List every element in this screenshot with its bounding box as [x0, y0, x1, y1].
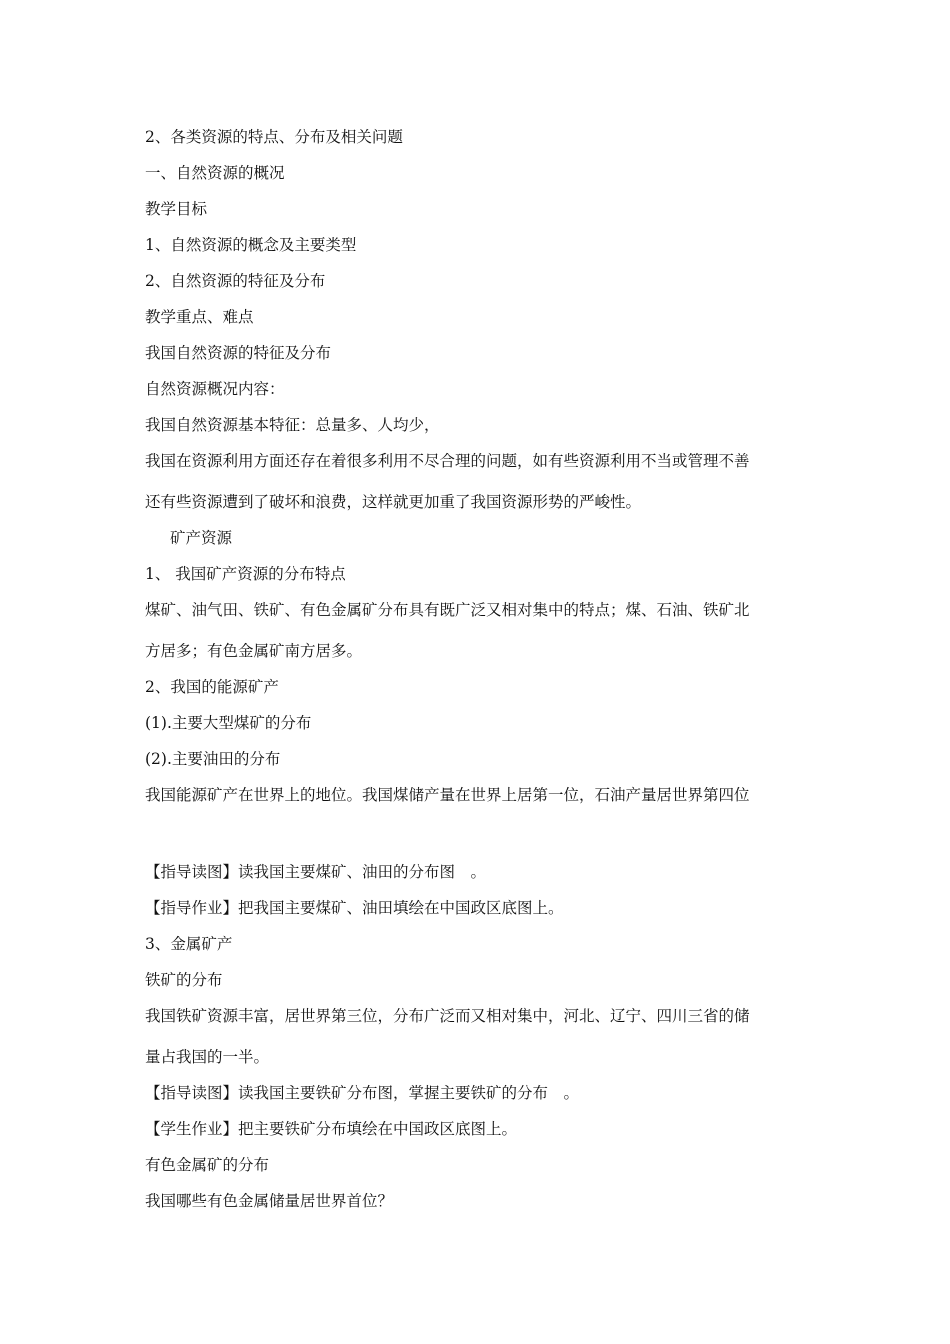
- list-item: 1、 我国矿产资源的分布特点: [145, 565, 346, 583]
- goal-item: 2、自然资源的特征及分布: [145, 272, 326, 290]
- paragraph: 我国能源矿产在世界上的地位。我国煤储产量在世界上居第一位，石油产量居世界第四位: [145, 786, 750, 804]
- subheading-mineral-resources: 矿产资源: [170, 529, 233, 547]
- subheading-nonferrous: 有色金属矿的分布: [145, 1156, 270, 1174]
- list-item: (2).主要油田的分布: [145, 750, 281, 768]
- list-item: 3、金属矿产: [145, 935, 233, 953]
- paragraph: 我国在资源利用方面还存在着很多利用不尽合理的问题，如有些资源利用不当或管理不善: [145, 452, 750, 470]
- question: 我国哪些有色金属储量居世界首位？: [145, 1192, 394, 1210]
- paragraph: 自然资源概况内容：: [145, 380, 285, 398]
- chapter-heading: 一、自然资源的概况: [145, 164, 285, 182]
- guide-note: 【指导读图】读我国主要铁矿分布图，掌握主要铁矿的分布 。: [145, 1084, 580, 1102]
- paragraph: 我国自然资源的特征及分布: [145, 344, 332, 362]
- paragraph: 我国自然资源基本特征：总量多、人均少，: [145, 416, 440, 434]
- guide-note: 【学生作业】把主要铁矿分布填绘在中国政区底图上。: [145, 1120, 518, 1138]
- subheading-key-points: 教学重点、难点: [145, 308, 254, 326]
- paragraph: 量占我国的一半。: [145, 1048, 270, 1066]
- paragraph: 我国铁矿资源丰富，居世界第三位，分布广泛而又相对集中，河北、辽宁、四川三省的储: [145, 1007, 750, 1025]
- paragraph: 煤矿、油气田、铁矿、有色金属矿分布具有既广泛又相对集中的特点；煤、石油、铁矿北: [145, 601, 750, 619]
- goal-item: 1、自然资源的概念及主要类型: [145, 236, 357, 254]
- subheading-teaching-goals: 教学目标: [145, 200, 208, 218]
- subheading-iron-ore: 铁矿的分布: [145, 971, 223, 989]
- list-item: 2、我国的能源矿产: [145, 678, 279, 696]
- section-title: 2、各类资源的特点、分布及相关问题: [145, 128, 403, 146]
- paragraph: 还有些资源遭到了破坏和浪费，这样就更加重了我国资源形势的严峻性。: [145, 493, 642, 511]
- list-item: (1).主要大型煤矿的分布: [145, 714, 312, 732]
- paragraph: 方居多；有色金属矿南方居多。: [145, 642, 363, 660]
- guide-note: 【指导读图】读我国主要煤矿、油田的分布图 。: [145, 863, 487, 881]
- guide-note: 【指导作业】把我国主要煤矿、油田填绘在中国政区底图上。: [145, 899, 564, 917]
